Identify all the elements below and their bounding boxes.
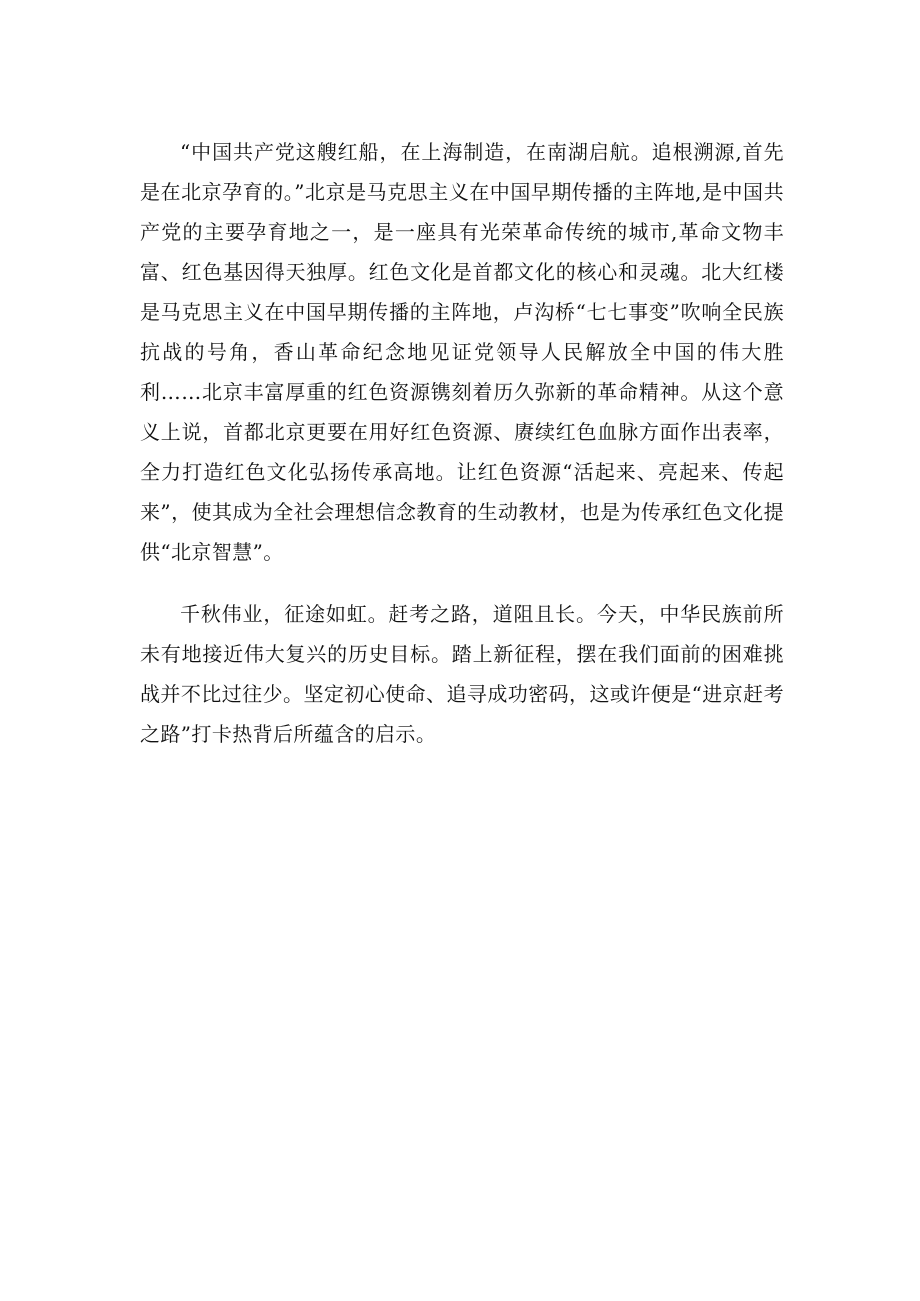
document-body [140,132,784,754]
paragraph-journey: 千秋伟业，征途如虹。赶考之路，道阻且长。今天，中华民族前所未有地接近伟大复兴的历史目标。踏上新征程，摆在我们面前的困难挑战并不比过往少。坚定初心使命、追寻成功密码，这或许便是“进京赶考之路”打卡热背后所蕴含的启示。 [140,602,784,746]
paragraph-red-culture: “中国共产党这艘红船，在上海制造，在南湖启航。追根溯源,首先是在北京孕育的。”北京是马克思主义在中国早期传播的主阵地,是中国共产党的主要孕育地之一，是一座具有光荣革命传统的城市,革命文物丰富、红色基因得天独厚。红色文化是首都文化的核心和灵魂。北大红楼是马克思主义在中国早期传播的主阵地，卢沟桥“七七事变”吹响全民族抗战的号角，香山革命纪念地见证党领导人民解放全中国的伟大胜利……北京丰富厚重的红色资源镌刻着历久弥新的革命精神。从这个意义上说，首都北京更要在用好红色资源、赓续红色血脉方面作出表率，全力打造红色文化弘扬传承高地。让红色资源“活起来、亮起来、传起来”，使其成为全社会理想信念教育的生动教材，也是为传承红色文化提供“北京智慧”。 [140,140,784,564]
